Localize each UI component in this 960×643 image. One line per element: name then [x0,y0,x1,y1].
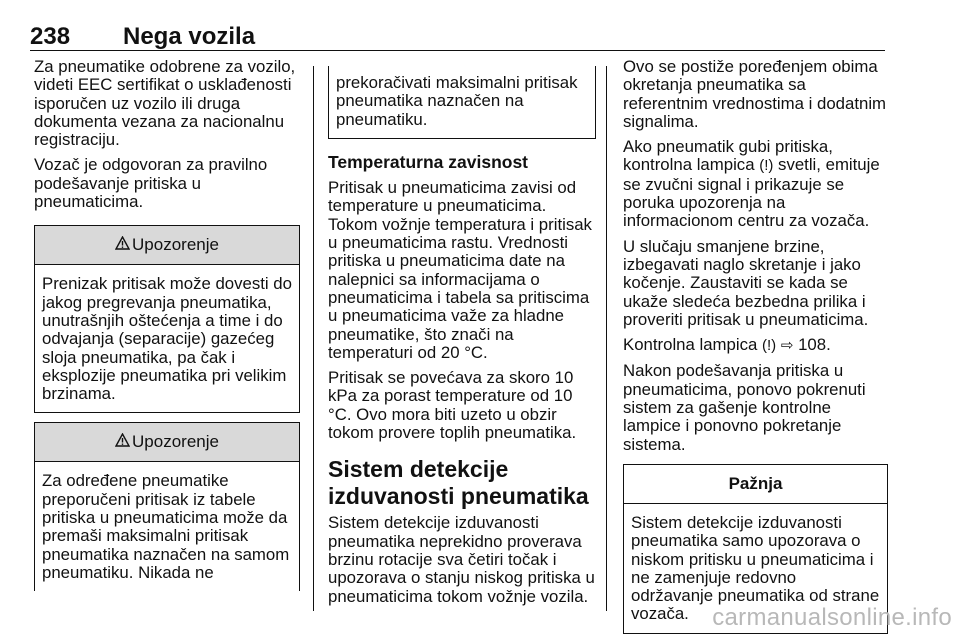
watermark: carmanualsonline.info [712,604,952,631]
warning-triangle-icon [115,227,130,265]
note-header: Pažnja [624,465,887,504]
page-title: Nega vozila [123,23,256,50]
text: Kontrolna lampica [623,335,758,355]
warning-header [35,226,299,265]
column-1 [34,58,300,600]
warning-title: Upozorenje [132,235,219,255]
paragraph: Ovo se postiže poređenjem obima okretanja pneumatika sa referentnim vrednostima i dodatnim signalima. [623,57,887,131]
page-header [30,0,885,51]
paragraph: U slučaju smanjene brzine, izbegavati naglo skretanje i jako kočenje. Zaustaviti se kada se ukaže sledeća bezbedna prilika i proveriti pritisak u pneumaticima. [623,236,869,329]
section-heading: Sistem detekcije izduvanosti pneumatika [328,456,589,510]
warning-text: Za određene pneumatike preporučeni pritisak iz tabele pritiska u pneumaticima može da premaši maksimalni pritisak pneumatika naznačen na samom pneumatiku. Nikada ne [42,471,290,582]
paragraph: Pritisak u pneumaticima zavisi od temperature u pneumaticima. Tokom vožnje temperatura i pritisak u pneumaticima rastu. Vrednosti pritiska u pneumaticima date na nalepnici sa informacijama o pneumaticima i tabela sa pritiscima u pneumaticima važe za hladne pneumatike, što znači na temperaturi od 20 °C. [328,178,592,362]
text: . [826,335,831,355]
paragraph: Nakon podešavanja pritiska u pneumaticima, ponovo pokrenuti sistem za gašenje kontrolne lampice i ponovno pokretanje sistema. [623,361,866,454]
paragraph [623,336,888,355]
column-2 [328,66,596,613]
column-divider-2 [606,66,607,611]
warning-triangle-icon [115,424,130,462]
tire-pressure-warning-icon: (!) [762,337,777,355]
paragraph: Vozač je odgovoran za pravilno podešavanje pritiska u pneumaticima. [34,155,268,212]
page-number: 238 [30,23,71,50]
page-reference-arrow-icon: ⇨ [780,337,794,355]
paragraph: Pritisak se povećava za skoro 10 kPa za porast temperature od 10 °C. Ovo mora biti uzeto u obzir tokom provere toplih pneumatika. [328,368,577,443]
tire-pressure-warning-icon: (!) [759,157,774,175]
warning-text: Prenizak pritisak može dovesti do jakog pregrevanja pneumatika, unutrašnjih oštećenja a time i do odvajanja (separacije) gazećeg sloja pneumatika, pa čak i eksplozije pneumatika pri velikim brzinama. [42,274,292,404]
paragraph: Sistem detekcije izduvanosti pneumatika neprekidno proverava brzinu rotacije sva četiri točak i upozorava o stanju niskog pritiska u pneumaticima tokom vožnje vozila. [328,513,595,606]
column-3 [623,58,888,643]
paragraph: Za pneumatike odobrene za vozilo, videti EEC sertifikat o usklađenosti isporučen uz vozilo ili druga dokumenta vezana za nacionalnu registraciju. [34,57,296,150]
subheading: Temperaturna zavisnost [328,151,529,172]
text: svetli, emituje se zvučni signal i prikazuje se poruka upozorenja na informacionom centru za vozača. [623,155,880,231]
text: Ako pneumatik gubi pritiska, kontrolna lampica [623,137,833,175]
note-text: Sistem detekcije izduvanosti pneumatika samo upozorava o niskom pritisku u pneumaticima i ne zamenjuje redovno održavanje pneumatika od strane vozača. [631,512,880,624]
page-reference-link[interactable]: 108 [798,335,827,355]
warning-title: Upozorenje [132,432,219,452]
warning-box-continued [328,66,596,139]
column-divider-1 [313,66,314,611]
warning-box [34,225,300,413]
warning-box [34,422,300,591]
warning-text: prekoračivati maksimalni pritisak pneumatika naznačen na pneumatiku. [336,73,578,129]
paragraph [623,138,888,230]
warning-header [35,423,299,462]
